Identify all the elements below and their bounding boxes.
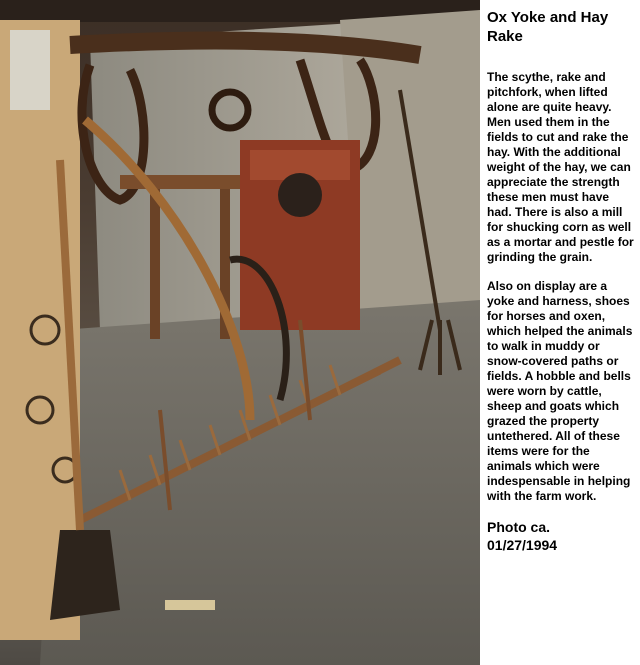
- caption-paragraph-1: The scythe, rake and pitchfork, when lifted alone are quite heavy. Men used them in the fields to cut and rake the hay. With the additional weight of the hay, we can appreciate the strength these men must have had. There is also a mill for shucking corn as well as a mortar and pestle for grinding the grain.: [487, 70, 634, 264]
- shovel: [50, 530, 120, 620]
- photo-date-value: 01/27/1994: [487, 537, 558, 553]
- caption-panel: [487, 8, 637, 554]
- caption-paragraph-2: Also on display are a yoke and harness, shoes for horses and oxen, which helped the animals to walk in muddy or snow-covered paths or fields. A hobble and bells were worn by cattle, sheep and goats which grazed the property untethered. All of these items were for the animals which were indespensable in helping with the farm work.: [487, 279, 633, 503]
- label-card: [10, 30, 50, 110]
- floor-label: [165, 600, 215, 610]
- photo-date: [487, 518, 637, 554]
- caption-title: Ox Yoke and Hay Rake: [487, 9, 609, 45]
- photo-date-label: Photo ca.: [487, 519, 551, 535]
